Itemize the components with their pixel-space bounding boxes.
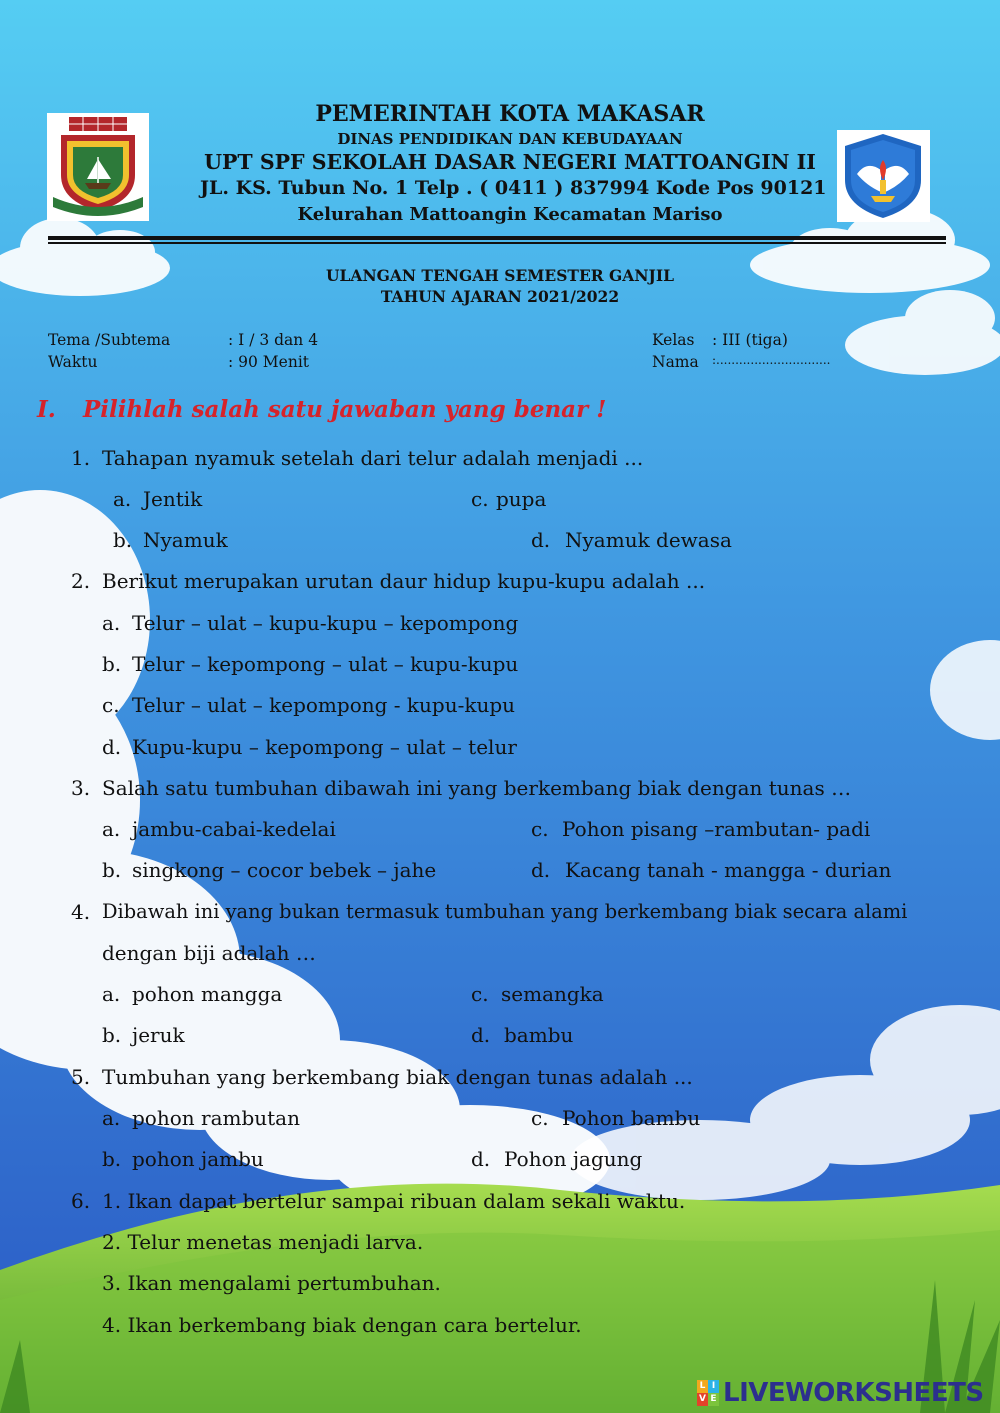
q4-option-b-letter: b.: [102, 1023, 122, 1047]
q3-option-d-letter: d.: [531, 858, 551, 882]
q2-option-b[interactable]: Telur – kepompong – ulat – kupu-kupu: [132, 652, 519, 676]
q1-option-b[interactable]: Nyamuk: [143, 528, 228, 552]
q5-option-d[interactable]: Pohon jagung: [504, 1147, 643, 1171]
q4-option-a-letter: a.: [102, 982, 121, 1006]
q3-option-b-letter: b.: [102, 858, 122, 882]
question-4-text-continued: dengan biji adalah …: [102, 941, 316, 965]
q5-option-c[interactable]: Pohon bambu: [562, 1106, 701, 1130]
header-divider-thin: [48, 242, 946, 244]
question-6-statement-4: 4. Ikan berkembang biak dengan cara bertelur.: [102, 1313, 582, 1337]
q2-option-d-letter: d.: [102, 735, 122, 759]
question-6-statement-3: 3. Ikan mengalami pertumbuhan.: [102, 1271, 441, 1295]
question-2-number: 2.: [71, 569, 91, 593]
header-school-name: UPT SPF SEKOLAH DASAR NEGERI MATTOANGIN II: [204, 150, 816, 174]
q3-option-c-letter: c.: [531, 817, 549, 841]
q1-option-a-letter: a.: [113, 487, 132, 511]
question-5-text: Tumbuhan yang berkembang biak dengan tunas adalah ...: [102, 1065, 693, 1089]
q4-option-d[interactable]: bambu: [504, 1023, 574, 1047]
question-6-number: 6.: [71, 1189, 91, 1213]
header-government: PEMERINTAH KOTA MAKASAR: [315, 101, 705, 127]
tema-label: Tema /Subtema: [48, 331, 171, 349]
q2-option-b-letter: b.: [102, 652, 122, 676]
q2-option-d[interactable]: Kupu-kupu – kepompong – ulat – telur: [132, 735, 517, 759]
header-divider-thick: [48, 236, 946, 240]
question-4-text: Dibawah ini yang bukan termasuk tumbuhan yang berkembang biak secara alami: [102, 900, 908, 923]
q3-option-a[interactable]: jambu-cabai-kedelai: [132, 817, 336, 841]
makassar-crest-icon: [47, 113, 149, 221]
q2-option-c-letter: c.: [102, 693, 120, 717]
tema-value: : I / 3 dan 4: [228, 331, 319, 349]
waktu-label: Waktu: [48, 353, 98, 371]
q5-option-b-letter: b.: [102, 1147, 122, 1171]
tut-wuri-handayani-logo-icon: [837, 130, 930, 222]
exam-title: ULANGAN TENGAH SEMESTER GANJIL: [326, 266, 674, 285]
q3-option-c[interactable]: Pohon pisang –rambutan- padi: [562, 817, 871, 841]
header-department: DINAS PENDIDIKAN DAN KEBUDAYAAN: [337, 130, 683, 148]
question-4-number: 4.: [71, 900, 91, 924]
kelas-label: Kelas: [652, 331, 695, 349]
question-1-number: 1.: [71, 446, 91, 470]
q5-option-c-letter: c.: [531, 1106, 549, 1130]
q1-option-c-letter: c.: [471, 487, 489, 511]
kelas-value: : III (tiga): [712, 331, 788, 349]
nama-field[interactable]: :..............................: [712, 353, 831, 367]
liveworksheets-watermark: [697, 1378, 984, 1408]
q1-option-b-letter: b.: [113, 528, 133, 552]
q1-option-d[interactable]: Nyamuk dewasa: [565, 528, 732, 552]
question-3-number: 3.: [71, 776, 91, 800]
q2-option-a-letter: a.: [102, 611, 121, 635]
q4-option-b[interactable]: jeruk: [132, 1023, 185, 1047]
question-6-statement-2: 2. Telur menetas menjadi larva.: [102, 1230, 424, 1254]
q1-option-a[interactable]: Jentik: [143, 487, 203, 511]
section-title: Pilihlah salah satu jawaban yang benar !: [83, 396, 607, 423]
q1-option-d-letter: d.: [531, 528, 551, 552]
q3-option-d[interactable]: Kacang tanah - mangga - durian: [565, 858, 892, 882]
q5-option-d-letter: d.: [471, 1147, 491, 1171]
q4-option-d-letter: d.: [471, 1023, 491, 1047]
question-1-text: Tahapan nyamuk setelah dari telur adalah menjadi ...: [102, 446, 644, 470]
q5-option-a-letter: a.: [102, 1106, 121, 1130]
q2-option-c[interactable]: Telur – ulat – kepompong - kupu-kupu: [132, 693, 516, 717]
q3-option-b[interactable]: singkong – cocor bebek – jahe: [132, 858, 437, 882]
header-address: JL. KS. Tubun No. 1 Telp . ( 0411 ) 837994 Kode Pos 90121: [200, 177, 827, 199]
header-district: Kelurahan Mattoangin Kecamatan Mariso: [297, 204, 723, 225]
nama-label: Nama: [652, 353, 699, 371]
exam-year: TAHUN AJARAN 2021/2022: [380, 287, 620, 306]
q5-option-a[interactable]: pohon rambutan: [132, 1106, 300, 1130]
q1-option-c[interactable]: pupa: [496, 487, 547, 511]
q3-option-a-letter: a.: [102, 817, 121, 841]
q4-option-c-letter: c.: [471, 982, 489, 1006]
liveworksheets-text: LIVEWORKSHEETS: [723, 1378, 984, 1408]
question-6-statement-1: 1. Ikan dapat bertelur sampai ribuan dalam sekali waktu.: [102, 1189, 686, 1213]
question-2-text: Berikut merupakan urutan daur hidup kupu-kupu adalah ...: [102, 569, 706, 593]
question-3-text: Salah satu tumbuhan dibawah ini yang berkembang biak dengan tunas …: [102, 776, 852, 800]
q2-option-a[interactable]: Telur – ulat – kupu-kupu – kepompong: [132, 611, 519, 635]
q5-option-b[interactable]: pohon jambu: [132, 1147, 264, 1171]
section-number: I.: [37, 396, 56, 423]
question-5-number: 5.: [71, 1065, 91, 1089]
waktu-value: : 90 Menit: [228, 353, 310, 371]
q4-option-c[interactable]: semangka: [501, 982, 604, 1006]
liveworksheets-logo-icon: L I V E: [697, 1380, 719, 1406]
q4-option-a[interactable]: pohon mangga: [132, 982, 283, 1006]
